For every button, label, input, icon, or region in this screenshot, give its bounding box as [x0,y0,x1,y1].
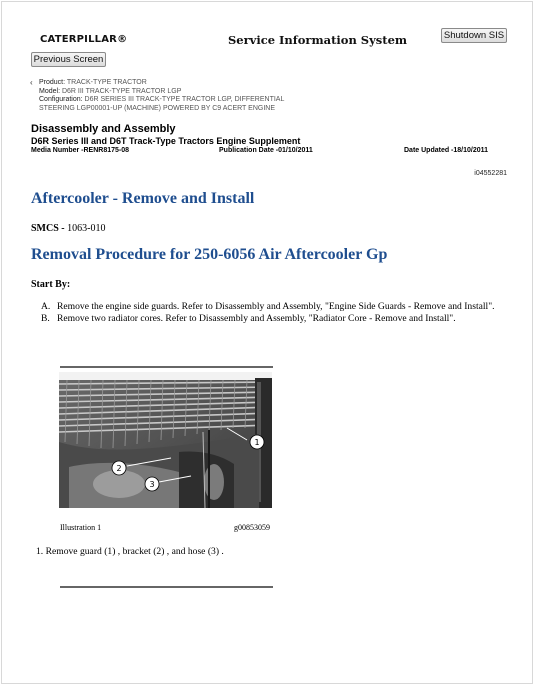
product-value: TRACK-TYPE TRACTOR [66,79,147,86]
media-number: Media Number -RENR8175-08 [31,147,130,154]
callout-1: 1 [254,438,260,447]
illustration-top-rule [60,366,273,368]
product-label: Product: [39,79,66,86]
step-marker: B. [41,312,50,324]
model-label: Model: [39,87,61,95]
configuration-value: D6R SERIES III TRACK-TYPE TRACTOR LGP, DIFFERENTIAL [84,96,285,103]
start-by-list [36,301,514,324]
system-title: Service Information System [228,33,408,47]
date-updated: Date Updated -18/10/2011 [404,147,489,154]
illustration-bottom-rule [60,586,273,588]
start-step-a [36,301,514,313]
smcs-label: SMCS - [31,223,65,234]
start-step-b [36,313,514,325]
graphic-id: g00853059 [234,523,270,532]
section-title: Disassembly and Assembly [31,123,176,135]
procedure-title: Removal Procedure for 250-6056 Air Aftercooler Gp [31,246,388,263]
configuration-value-line2: STEERING LGP00001-UP (MACHINE) POWERED BY C9 ACERT ENGINE [39,104,275,112]
page-title: Aftercooler - Remove and Install [31,190,255,207]
callout-3: 3 [149,480,155,489]
smcs-code [31,223,105,234]
illustration-caption: Illustration 1 [60,523,102,532]
start-by-heading: Start By: [31,279,71,290]
product-info [31,79,284,113]
back-chevron-icon[interactable]: ‹ [30,78,33,87]
shutdown-sis-button[interactable]: Shutdown SIS [441,28,507,43]
document-id: i04552281 [474,170,507,177]
aftercooler-photo [59,372,272,508]
step-text: Remove the engine side guards. Refer to Disassembly and Assembly, "Engine Side Guards - Remove and Install". [57,301,495,312]
callout-2: 2 [116,464,122,473]
configuration-label: Configuration: [39,96,83,103]
procedure-step-1: 1. Remove guard (1) , bracket (2) , and hose (3) . [36,546,224,557]
model-value: D6R III TRACK-TYPE TRACTOR LGP [61,87,182,95]
publication-date: Publication Date -01/10/2011 [219,147,313,154]
previous-screen-button[interactable]: Previous Screen [31,52,106,67]
supplement-title: D6R Series III and D6T Track-Type Tractors Engine Supplement [31,136,301,146]
smcs-value: 1063-010 [67,223,106,234]
caterpillar-logo: CATERPILLAR® [40,34,128,45]
step-marker: A. [41,301,51,312]
step-text: Remove two radiator cores. Refer to Disassembly and Assembly, "Radiator Core - Remove and Install". [57,312,456,324]
